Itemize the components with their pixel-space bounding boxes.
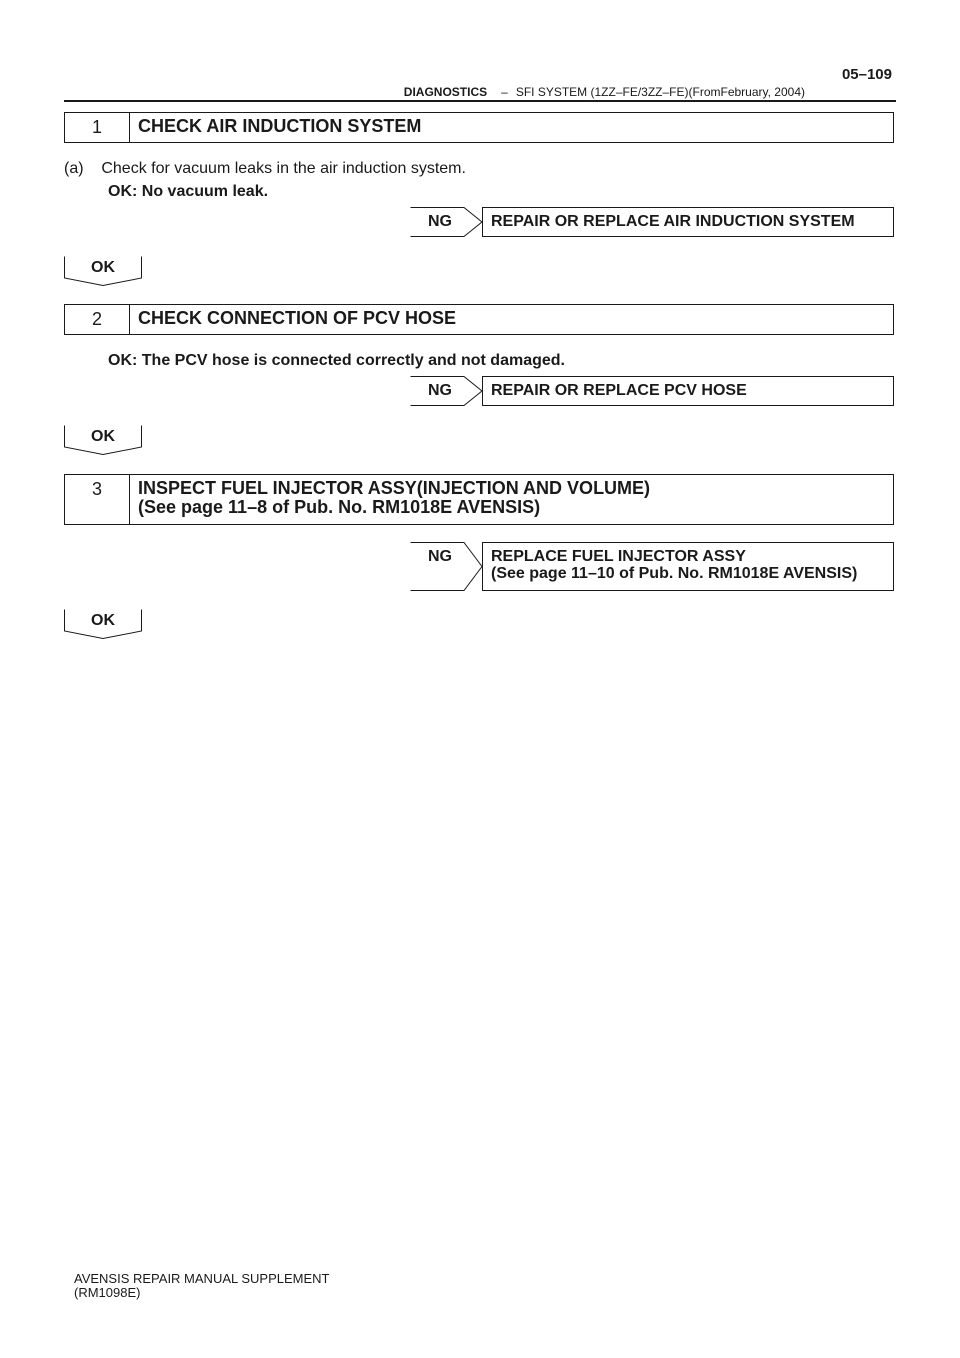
step-1-instruction: (a) Check for vacuum leaks in the air induction system.: [64, 160, 466, 177]
footer: [74, 1272, 330, 1300]
step-3-ok-tag: [64, 609, 142, 639]
step-3-number: 3: [65, 475, 130, 524]
step-3-ng-action: [482, 542, 894, 591]
step-2-ok-tag: [64, 425, 142, 455]
header-rule: [64, 100, 896, 102]
footer-line-1: AVENSIS REPAIR MANUAL SUPPLEMENT: [74, 1271, 330, 1286]
step-1-ok-tag: [64, 256, 142, 286]
step-2-title: CHECK CONNECTION OF PCV HOSE: [138, 308, 457, 328]
step-3-title-line-1: INSPECT FUEL INJECTOR ASSY(INJECTION AND VOLUME): [138, 478, 651, 498]
step-2-ng-label: NG: [428, 382, 452, 399]
step-1-ok-condition: OK: No vacuum leak.: [108, 183, 269, 200]
header-text: [404, 85, 805, 99]
step-3-title-line-2: (See page 11–8 of Pub. No. RM1018E AVENSIS): [138, 497, 541, 517]
step-2-number: 2: [65, 305, 130, 334]
page-number: 05–109: [841, 66, 892, 83]
step-3-ng-row: [410, 542, 894, 591]
step-1-ng-label: NG: [428, 213, 452, 230]
step-2-box: [64, 304, 894, 335]
step-3-ng-label: NG: [428, 548, 452, 565]
step-2-ok-label: OK: [91, 428, 115, 445]
step-3-title: [130, 475, 650, 524]
step-2-ng-row: [410, 376, 894, 406]
step-3-ng-action-line-2: (See page 11–10 of Pub. No. RM1018E AVENSIS): [491, 565, 858, 582]
step-3-ok-label: OK: [91, 612, 115, 629]
step-2-ok-condition: OK: The PCV hose is connected correctly and not damaged.: [108, 352, 565, 369]
step-3-ng-action-line-1: REPLACE FUEL INJECTOR ASSY: [491, 548, 746, 565]
step-1-box: [64, 112, 894, 143]
step-1-number: 1: [65, 113, 130, 142]
step-1-title: CHECK AIR INDUCTION SYSTEM: [138, 116, 422, 136]
step-1-ok-label: OK: [91, 259, 115, 276]
header-subtitle: SFI SYSTEM (1ZZ–FE/3ZZ–FE)(FromFebruary, 2004): [515, 85, 805, 99]
step-2-ng-action: REPAIR OR REPLACE PCV HOSE: [482, 376, 894, 406]
step-3-box: [64, 474, 894, 525]
header-separator: –: [501, 85, 508, 99]
step-1-ng-row: [410, 207, 894, 237]
step-1-ng-action: REPAIR OR REPLACE AIR INDUCTION SYSTEM: [482, 207, 894, 237]
footer-line-2: (RM1098E): [74, 1285, 141, 1300]
header-section: DIAGNOSTICS: [403, 85, 488, 99]
